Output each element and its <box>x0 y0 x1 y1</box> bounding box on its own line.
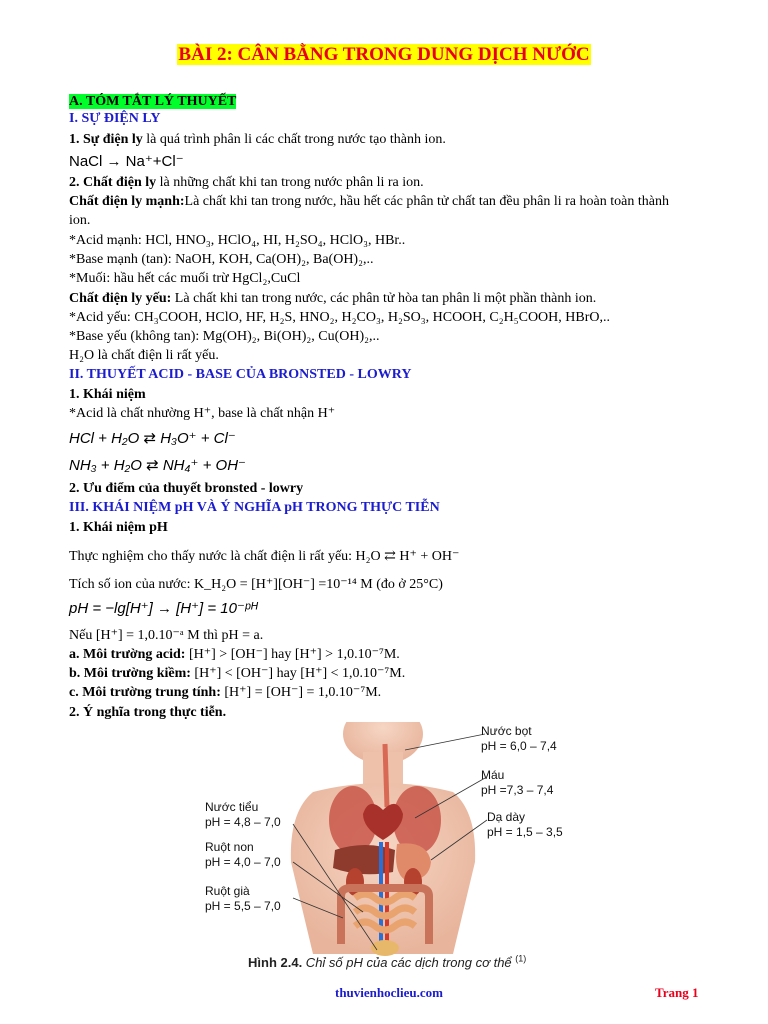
para-chat-dien-ly: 2. Chất điện ly là những chất khi tan trong nước phân li ra ion. <box>69 175 424 190</box>
para-ion-product: Tích số ion của nước: K_H₂O = [H⁺][OH⁻] =10⁻¹⁴ M (đo ở 25°C) <box>69 577 443 592</box>
list-base-weak: *Base yếu (không tan): Mg(OH)₂, Bi(OH)₂, Cu(OH)₂,.. <box>69 329 380 344</box>
figure-caption: Hình 2.4. Chỉ số pH của các dịch trong cơ thể $^{(1)}$ <box>248 953 527 970</box>
section-a-heading: A. TÓM TẮT LÝ THUYẾT <box>69 94 237 109</box>
body-ph-figure <box>195 722 575 974</box>
label-urine: Nước tiểu pH = 4,8 – 7,0 <box>205 800 281 829</box>
eq-hcl: HCl + H₂O ⇄ H₃O⁺ + Cl⁻ <box>69 430 236 447</box>
eq-nacl: NaCl → Na⁺+Cl⁻ <box>69 153 184 170</box>
para-acid-base-def: *Acid là chất nhường H⁺, base là chất nhận H⁺ <box>69 406 336 421</box>
heading-ph: III. KHÁI NIỆM pH VÀ Ý NGHĨA pH TRONG THỰC TIỄN <box>69 500 440 515</box>
label-small-intestine: Ruột non pH = 4,0 – 7,0 <box>205 840 281 869</box>
label-stomach: Dạ dày pH = 1,5 – 3,5 <box>487 810 563 839</box>
esophagus-shape <box>385 744 387 807</box>
eq-ph-def: pH = −lg[H⁺] → [H⁺] = 10⁻ᵖᴴ <box>69 600 258 617</box>
list-acid-weak: *Acid yếu: CH₃COOH, HClO, HF, H₂S, HNO₂, H₂CO₃, H₂SO₃, HCOOH, C₂H₅COOH, HBrO,.. <box>69 310 610 325</box>
subheading-uu-diem: 2. Ưu điểm của thuyết bronsted - lowry <box>69 481 304 496</box>
subheading-khai-niem: 1. Khái niệm <box>69 387 146 402</box>
footer-page-number: Trang 1 <box>655 985 699 1000</box>
para-strong-electrolyte: Chất điện ly mạnh:Là chất khi tan trong nước, hầu hết các phân tử chất tan đều phân li ra hoàn toàn thành <box>69 194 669 209</box>
para-base-env: b. Môi trường kiềm: [H⁺] < [OH⁻] hay [H⁺] < 1,0.10⁻⁷M. <box>69 666 406 681</box>
para-neutral-env: c. Môi trường trung tính: [H⁺] = [OH⁻] = 1,0.10⁻⁷M. <box>69 685 382 700</box>
para-ph-a: Nếu [H⁺] = 1,0.10⁻ᵃ M thì pH = a. <box>69 628 264 643</box>
eq-nh3: NH₃ + H₂O ⇄ NH₄⁺ + OH⁻ <box>69 457 246 474</box>
list-salt: *Muối: hầu hết các muối trừ HgCl₂,CuCl <box>69 271 301 286</box>
list-base-strong: *Base mạnh (tan): NaOH, KOH, Ca(OH)₂, Ba(OH)₂,.. <box>69 252 374 267</box>
label-large-intestine: Ruột già pH = 5,5 – 7,0 <box>205 884 281 913</box>
subheading-y-nghia: 2. Ý nghĩa trong thực tiễn. <box>69 705 227 720</box>
para-strong-electrolyte-cont: ion. <box>69 213 91 228</box>
para-water-weak: Thực nghiệm cho thấy nước là chất điện li rất yếu: H₂O ⇄ H⁺ + OH⁻ <box>69 549 460 564</box>
page-title: BÀI 2: CÂN BẰNG TRONG DUNG DỊCH NƯỚC <box>178 44 590 65</box>
list-acid-strong: *Acid mạnh: HCl, HNO₃, HClO₄, HI, H₂SO₄, HClO₃, HBr.. <box>69 233 406 248</box>
para-acid-env: a. Môi trường acid: [H⁺] > [OH⁻] hay [H⁺] > 1,0.10⁻⁷M. <box>69 647 400 662</box>
para-weak-electrolyte: Chất điện ly yếu: Là chất khi tan trong nước, các phân tử hòa tan phân li một phần thành ion. <box>69 291 597 306</box>
para-su-dien-ly: 1. Sự điện ly là quá trình phân li các chất trong nước tạo thành ion. <box>69 132 446 147</box>
para-water: H₂O là chất điện li rất yếu. <box>69 348 219 363</box>
subheading-khai-niem-ph: 1. Khái niệm pH <box>69 520 168 535</box>
heading-bronsted: II. THUYẾT ACID - BASE CỦA BRONSTED - LOWRY <box>69 367 412 382</box>
footer-site-link[interactable]: thuvienhoclieu.com <box>335 985 443 1000</box>
label-blood: Máu pH =7,3 – 7,4 <box>481 768 554 797</box>
label-saliva: Nước bọt pH = 6,0 – 7,4 <box>481 724 557 753</box>
heading-su-dien-ly: I. SỰ ĐIỆN LY <box>69 111 161 126</box>
